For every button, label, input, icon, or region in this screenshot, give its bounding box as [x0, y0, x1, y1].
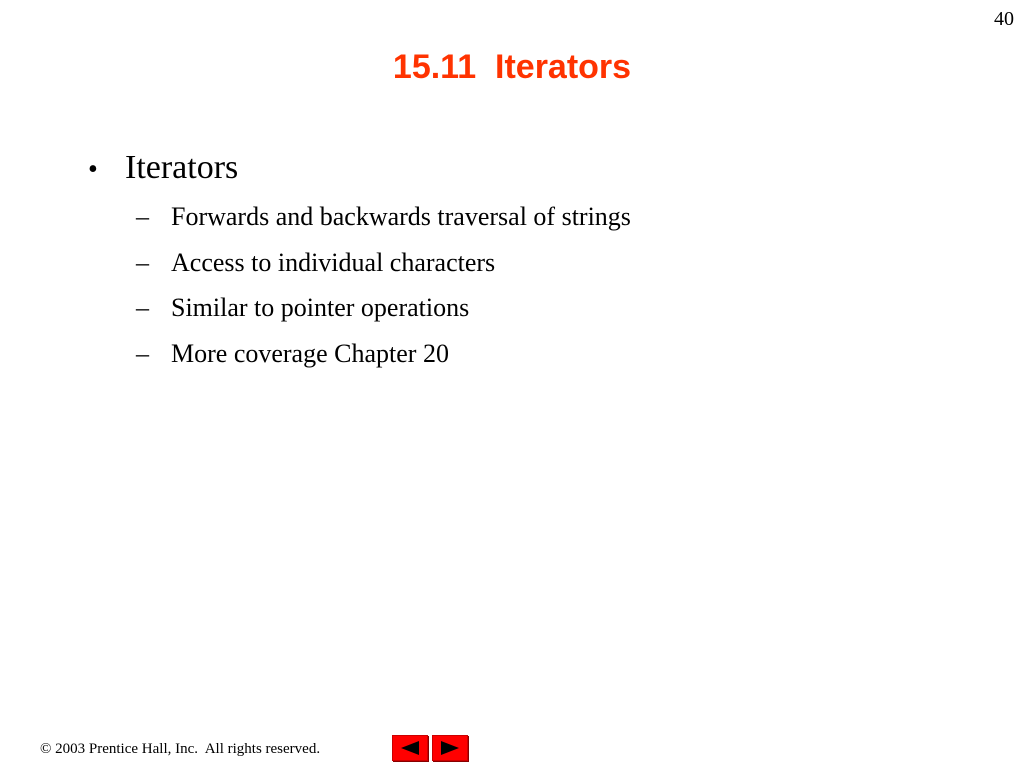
previous-slide-button[interactable]	[392, 735, 428, 761]
dash-mark: –	[136, 202, 149, 231]
slide-navigation	[392, 735, 468, 761]
sub-bullet-item	[136, 240, 631, 286]
sub-bullet-item	[136, 194, 631, 240]
sub-bullet-list	[136, 194, 631, 376]
dash-mark: –	[136, 293, 149, 322]
copyright-footer: © 2003 Prentice Hall, Inc. All rights reserved.	[40, 741, 321, 757]
bullet-item	[88, 148, 631, 190]
right-arrow-icon	[439, 740, 461, 756]
sub-bullet-item	[136, 285, 631, 331]
sub-bullet-item	[136, 331, 631, 377]
sub-bullet-text: Access to individual characters	[171, 247, 496, 277]
sub-bullet-text: More coverage Chapter 20	[171, 338, 449, 368]
dash-mark: –	[136, 338, 149, 368]
page-number: 40	[994, 8, 1014, 30]
dash-mark: –	[136, 247, 149, 277]
left-arrow-icon	[399, 740, 421, 756]
sub-bullet-text: Similar to pointer operations	[171, 293, 470, 322]
bullet-list	[88, 148, 631, 376]
bullet-mark: •	[88, 154, 98, 185]
bullet-text: Iterators	[125, 149, 239, 186]
next-slide-button[interactable]	[432, 735, 468, 761]
slide-title: 15.11 Iterators	[392, 48, 632, 86]
sub-bullet-text: Forwards and backwards traversal of strings	[171, 202, 631, 231]
